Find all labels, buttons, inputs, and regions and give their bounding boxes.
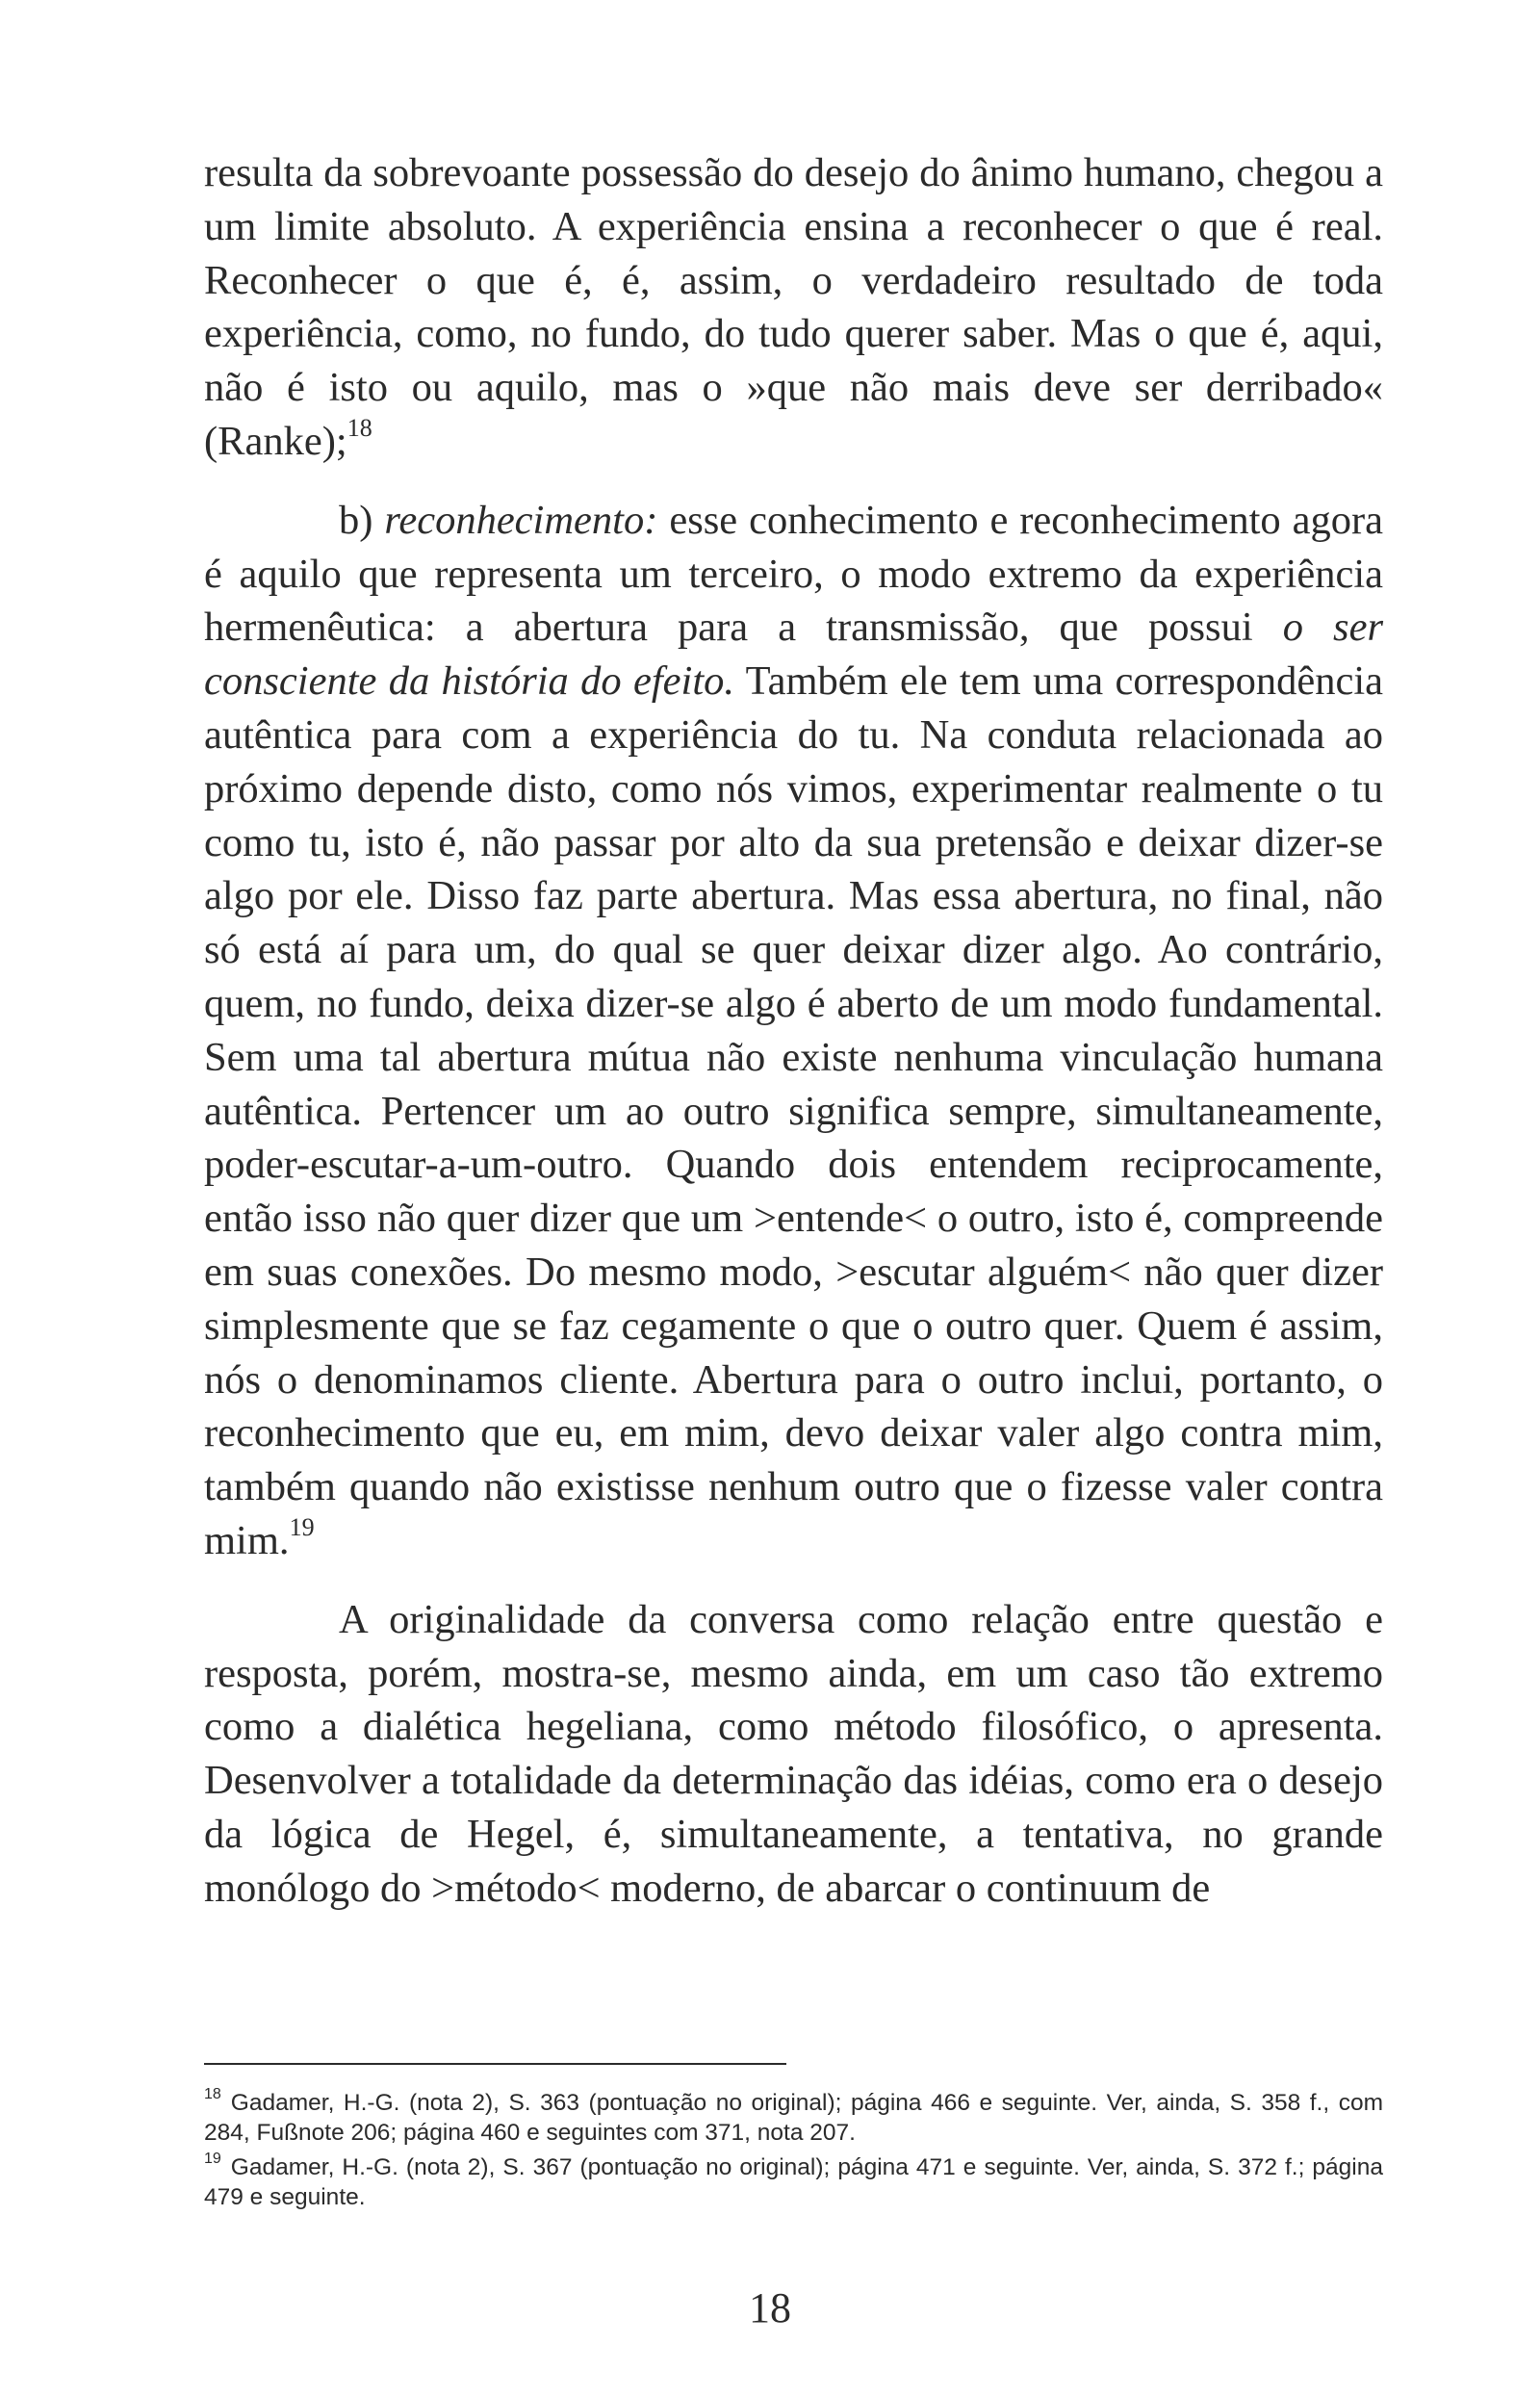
paragraph-gap	[204, 1568, 1383, 1593]
paragraph-b-text-2: Também ele tem uma correspondência autêntica para com a experiência do tu. Na conduta relacionada ao próximo depende disto, como nós vimos, experimentar realmente o tu como tu, isto é, não passar por alto da sua pretensão e deixar dizer-se algo por ele. Disso faz parte abertura. Mas essa abertura, no final, não só está aí para um, do qual se quer deixar dizer algo. Ao contrário, quem, no fundo, deixa dizer-se algo é aberto de um modo fundamental. Sem uma tal abertura mútua não existe nenhuma vinculação humana autêntica. Pertencer um ao outro significa sempre, simultaneamente, poder-escutar-a-um-outro. Quando dois entendem reciprocamente, então isso não quer dizer que um >entende< o outro, isto é, compreende em suas conexões. Do mesmo modo, >escutar alguém< não quer dizer simplesmente que se faz cegamente o que o outro quer. Quem é assim, nós o denominamos cliente. Abertura para o outro inclui, portanto, o reconhecimento que eu, em mim, devo deixar valer algo contra mim, também quando não existisse nenhum outro que o fizesse valer contra mim.	[204, 658, 1383, 1563]
footnote-18-text: Gadamer, H.-G. (nota 2), S. 363 (pontuação no original); página 466 e seguinte. Ver, ainda, S. 358 f., com 284, Fußnote 206; página 460 e seguintes com 371, nota 207.	[204, 2090, 1383, 2146]
paragraph-b-label: b)	[339, 497, 373, 543]
page-body	[204, 146, 1383, 1916]
main-text	[204, 146, 1383, 1916]
paragraph-gap	[204, 469, 1383, 494]
page-number: 18	[749, 2284, 791, 2332]
footnote-18-number: 18	[204, 2085, 221, 2102]
footnote-18	[204, 2085, 1383, 2148]
paragraph-c-text: A originalidade da conversa como relação entre questão e resposta, porém, mostra-se, mesmo ainda, em um caso tão extremo como a dialética hegeliana, como método filosófico, o apresenta. Desenvolver a totalidade da determinação das idéias, como era o desejo da lógica de Hegel, é, simultaneamente, a tentativa, no grande monólogo do >método< moderno, de abarcar o continuum de	[204, 1596, 1383, 1911]
footnote-divider	[204, 2063, 786, 2065]
paragraph-b-text-1: esse conhecimento e reconhecimento agora é aquilo que representa um terceiro, o modo extremo da experiência hermenêutica: a abertura para a transmissão, que possui	[204, 497, 1384, 651]
footnote-ref-18[interactable]: 18	[346, 413, 372, 442]
footnotes-section	[204, 2085, 1383, 2218]
paragraph-a	[204, 146, 1383, 469]
footnote-19-text: Gadamer, H.-G. (nota 2), S. 367 (pontuação no original); página 471 e seguinte. Ver, ainda, S. 372 f.; página 479 e seguinte.	[204, 2154, 1383, 2210]
paragraph-b-italic-phrase: o ser consciente da história do efeito.	[204, 605, 1383, 705]
paragraph-c	[204, 1593, 1383, 1916]
paragraph-b-term: reconhecimento:	[384, 497, 658, 543]
paragraph-b	[204, 494, 1383, 1568]
footnote-19	[204, 2150, 1383, 2212]
paragraph-a-text: resulta da sobrevoante possessão do desejo do ânimo humano, chegou a um limite absoluto. A experiência ensina a reconhecer o que é real. Reconhecer o que é, é, assim, o verdadeiro resultado de toda experiência, como, no fundo, do tudo querer saber. Mas o que é, aqui, não é isto ou aquilo, mas o »que não mais deve ser derribado« (Ranke);	[204, 150, 1383, 464]
footnote-19-number: 19	[204, 2150, 221, 2167]
footnote-ref-19[interactable]: 19	[289, 1512, 315, 1541]
